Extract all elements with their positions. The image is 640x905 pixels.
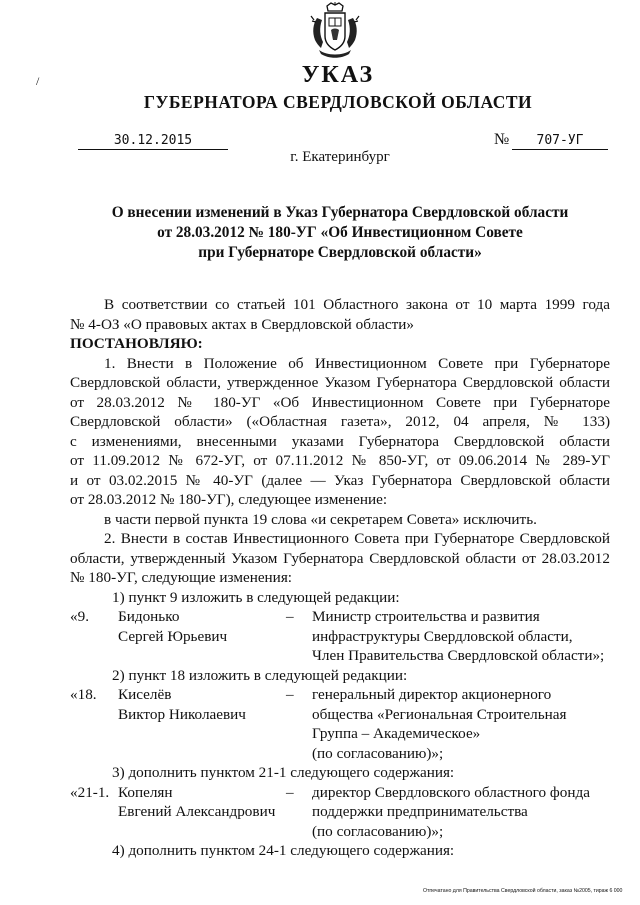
member-given-name: Евгений Александрович [118,803,276,820]
subitem-3: 3) дополнить пунктом 21-1 следующего содержания: [112,764,455,781]
position-line: Группа – Академическое» [312,725,481,742]
member-name [118,685,286,763]
member-dash: – [286,686,294,703]
member-given-name: Сергей Юрьевич [118,627,228,645]
position-line: общества «Региональная Строительная [312,705,567,723]
title-line: от 28.03.2012 № 180-УГ «Об Инвестиционном Совете [157,224,523,241]
member-name [118,607,286,666]
decree-date: 30.12.2015 [78,133,228,150]
member-surname: Бидонько [118,608,180,625]
item1-line: Свердловской области, утвержденное Указом Губернатора Свердловской области [70,374,610,391]
position-line: (по согласованию)»; [312,822,444,840]
number-label: № [494,131,510,148]
position-line: поддержки предпринимательства [312,803,528,820]
member-surname: Киселёв [118,686,172,703]
item1-change: в части первой пункта 19 слова «и секретарем Совета» исключить. [104,510,537,528]
decree-title [60,203,620,263]
member-number: «9. [70,608,89,625]
title-line: О внесении изменений в Указ Губернатора Свердловской области [111,204,569,221]
position-line: Министр строительства и развития [312,608,540,625]
member-position [312,607,610,666]
subitem-4: 4) дополнить пунктом 24-1 следующего содержания: [112,842,455,859]
preamble-line: № 4-ОЗ «О правовых актах в Свердловской области» [70,315,414,333]
subitem-2: 2) пункт 18 изложить в следующей редакции: [112,666,408,684]
title-line: при Губернаторе Свердловской области» [198,244,482,261]
member-position [312,783,610,842]
decree-body [70,295,610,861]
subitem-1: 1) пункт 9 изложить в следующей редакции: [112,588,400,606]
member-entry-18 [70,685,610,763]
member-given-name: Виктор Николаевич [118,705,246,723]
item2-line: области, утвержденный Указом Губернатора Свердловской области от 28.03.2012 [70,549,610,567]
position-line: генеральный директор акционерного [312,686,552,703]
item1-line: 1. Внести в Положение об Инвестиционном Совете при Губернаторе [104,354,610,372]
resolve-word: ПОСТАНОВЛЯЮ: [70,335,203,352]
coat-of-arms-icon [305,2,365,60]
position-line: (по согласованию)»; [312,744,444,762]
member-position [312,685,610,763]
member-entry-9 [70,607,610,666]
item1-line: и от 03.02.2015 № 40-УГ (далее — Указ Губернатора Свердловской области [70,471,610,489]
item1-line: с изменениями, внесенными указами Губернатора Свердловской области [70,432,610,450]
item1-line: от 28.03.2012 № 180-УГ), следующее изменение: [70,491,388,508]
item2-line: 2. Внести в состав Инвестиционного Совета при Губернаторе Свердловской [104,530,610,547]
member-number: «21-1. [70,783,110,801]
city: г. Екатеринбург [290,149,390,165]
print-footer: Отпечатано для Правительства Свердловской области, заказ №2005, тираж 6 000 [423,888,623,894]
preamble-line: В соответствии со статьей 101 Областного закона от 10 марта 1999 года [104,296,610,313]
item1-line: Свердловской области» («Областная газета», 2012, 04 апреля, № 133) [70,413,610,430]
decree-heading: УКАЗ [301,62,375,88]
issuer-heading: ГУБЕРНАТОРА СВЕРДЛОВСКОЙ ОБЛАСТИ [143,92,533,112]
position-line: Член Правительства Свердловской области»; [312,647,605,664]
member-entry-21-1 [70,783,610,842]
decree-number: 707-УГ [512,133,608,150]
member-name [118,783,286,842]
member-dash: – [286,783,294,801]
item2-line: № 180-УГ, следующие изменения: [70,569,293,586]
member-dash: – [286,608,294,625]
position-line: инфраструктуры Свердловской области, [312,627,573,645]
item1-line: от 28.03.2012 № 180-УГ «Об Инвестиционном Совете при Губернаторе [70,393,610,411]
member-surname: Копелян [118,783,173,801]
position-line: директор Свердловского областного фонда [312,783,590,801]
stray-mark: / [36,74,40,88]
member-number: «18. [70,686,97,703]
item1-line: от 11.09.2012 № 672-УГ, от 07.11.2012 № 850-УГ, от 09.06.2014 № 289-УГ [70,452,610,469]
